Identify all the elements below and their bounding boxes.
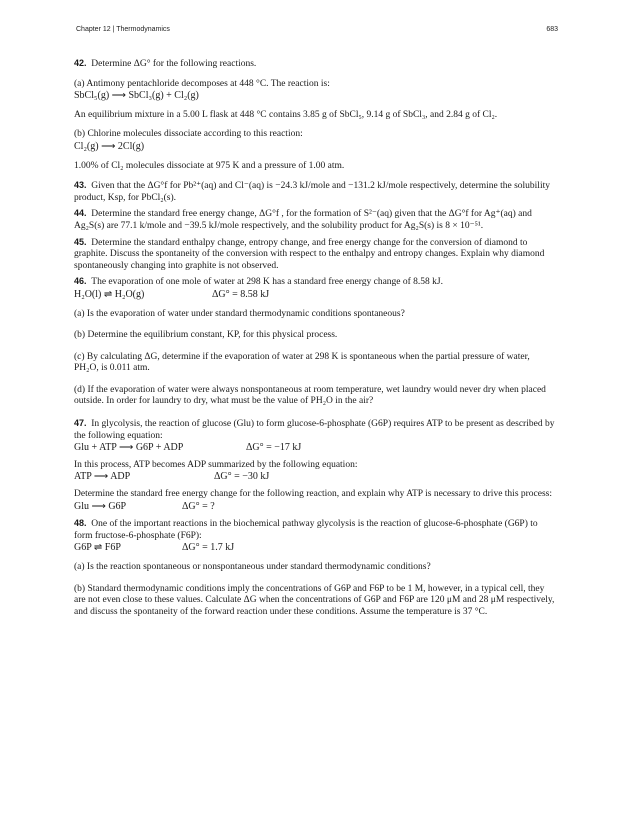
page-content (74, 58, 556, 618)
free-energy-value: ΔG° = −17 kJ (246, 442, 302, 454)
question-number: 43. (74, 180, 87, 191)
free-energy-value: ΔG° = −30 kJ (214, 471, 270, 483)
equation-row (74, 289, 556, 301)
question-number: 42. (74, 58, 87, 68)
part-d: (d) If the evaporation of water were always nonspontaneous at room temperature, wet laundry would never dry when placed outside. In order for laundry to dry, what must be the value of PH₂O in the air? (74, 384, 546, 407)
question-number: 46. (74, 276, 87, 287)
free-energy-value: ΔG° = ? (182, 500, 215, 512)
part-b: (b) Determine the equilibrium constant, KP, for this physical process. (74, 330, 338, 341)
question-45 (74, 237, 556, 273)
question-46 (74, 276, 556, 289)
part-a: (a) Is the evaporation of water under standard thermodynamic conditions spontaneous? (74, 308, 405, 319)
question-text: Determine the standard free energy change, ΔG°f , for the formation of S²⁻(aq) given that the ΔG°f for Ag⁺(aq) and Ag₂S(s) are 77.1 k/mole and −39.5 kJ/mole respectively, and the solubility product for Ag₂S(s) is 8 × 10⁻⁵¹. (74, 209, 532, 231)
equation-row (74, 501, 556, 513)
question-number: 45. (74, 236, 87, 247)
question-text: One of the important reactions in the biochemical pathway glycolysis is the reaction of glucose-6-phosphate (G6P) to form fructose-6-phosphate (F6P): (74, 519, 538, 541)
question-text-3: Determine the standard free energy change for the following reaction, and explain why ATP is necessary to drive this process: (74, 489, 553, 500)
question-number: 47. (74, 418, 87, 429)
part-b-text: (b) Chlorine molecules dissociate according to this reaction: (74, 129, 303, 140)
question-42 (74, 58, 556, 71)
free-energy-value: ΔG° = 1.7 kJ (182, 542, 235, 554)
free-energy-value: ΔG° = 8.58 kJ (212, 288, 270, 300)
question-text: Given that the ΔG°f for Pb²⁺(aq) and Cl⁻(aq) is −24.3 kJ/mole and −131.2 kJ/mole respectively, determine the solubility product, Ksp, for PbCl₂(s). (74, 181, 550, 203)
equation-row (74, 442, 556, 454)
equation-row (74, 471, 556, 483)
equation-row (74, 542, 556, 554)
question-text: In glycolysis, the reaction of glucose (Glu) to form glucose-6-phosphate (G6P) requires ATP to be present as described by the following equation: (74, 419, 555, 441)
equation: Glu + ATP ⟶ G6P + ADP (74, 442, 184, 454)
page-number: 683 (546, 26, 558, 33)
equation: H₂O(l) ⇌ H₂O(g) (74, 288, 145, 300)
part-b-detail: 1.00% of Cl₂ molecules dissociate at 975 K and a pressure of 1.00 atm. (74, 160, 345, 171)
question-text: Determine the standard enthalpy change, entropy change, and free energy change for the conversion of diamond to graphite. Discuss the spontaneity of the conversion with respect to the enthalpy and entropy changes. Explain why diamond spontaneously changing into graphite is not observed. (74, 237, 545, 271)
question-number: 44. (74, 208, 87, 219)
equation: Glu ⟶ G6P (74, 500, 127, 512)
equation: SbCl₅(g) ⟶ SbCl₃(g) + Cl₂(g) (74, 90, 199, 102)
question-47 (74, 418, 556, 442)
equation: G6P ⇌ F6P (74, 542, 121, 554)
question-48 (74, 518, 556, 542)
question-number: 48. (74, 518, 87, 529)
part-a-detail: An equilibrium mixture in a 5.00 L flask at 448 °C contains 3.85 g of SbCl₅, 9.14 g of SbCl₃, and 2.84 g of Cl₂. (74, 109, 498, 120)
running-header-chapter: Chapter 12 | Thermodynamics (76, 26, 170, 33)
question-43 (74, 180, 556, 204)
equation: ATP ⟶ ADP (74, 471, 131, 483)
question-44 (74, 208, 556, 232)
part-a: (a) Is the reaction spontaneous or nonspontaneous under standard thermodynamic conditions? (74, 562, 431, 572)
question-text: Determine ΔG° for the following reactions. (91, 59, 257, 69)
equation: Cl₂(g) ⟶ 2Cl(g) (74, 140, 145, 152)
question-text-2: In this process, ATP becomes ADP summarized by the following equation: (74, 459, 358, 470)
question-text: The evaporation of one mole of water at 298 K has a standard free energy change of 8.58 kJ. (91, 277, 443, 288)
part-c: (c) By calculating ΔG, determine if the evaporation of water at 298 K is spontaneous when the partial pressure of water, PH₂O, is 0.011 atm. (74, 351, 530, 374)
part-a-text: (a) Antimony pentachloride decomposes at 448 °C. The reaction is: (74, 78, 330, 89)
part-b: (b) Standard thermodynamic conditions imply the concentrations of G6P and F6P to be 1 M, however, in a typical cell, they are not even close to these values. Calculate ΔG when the concentrations of G6P and F6P are 120 μM and 28 μM respectively, and discuss the spontaneity of the forward reaction under these conditions. Assume the temperature is 37 °C. (74, 583, 555, 617)
